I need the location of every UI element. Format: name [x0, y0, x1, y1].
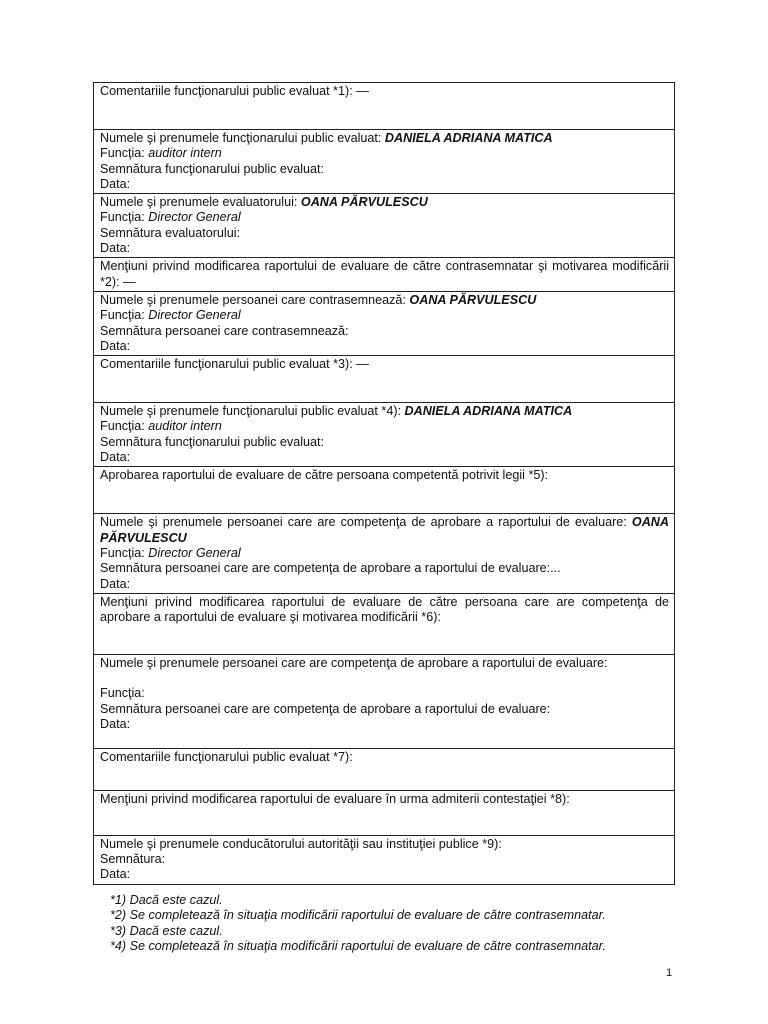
date-label: Data: [100, 576, 131, 591]
contestation-label: Menţiuni privind modificarea raportului de evaluare în urma admiterii contestaţiei *8): [100, 791, 570, 806]
table-row [94, 467, 675, 514]
name-value: DANIELA ADRIANA MATICA [404, 404, 573, 419]
function-label: Funcţia: [100, 419, 149, 434]
approver-modifications-cell [94, 593, 675, 654]
spacer [100, 671, 669, 686]
comments-cell-7 [94, 748, 675, 790]
name-label: Numele şi prenumele persoanei care are competenţa de aprobare a raportului de evaluare: [100, 515, 632, 530]
date-label: Data: [100, 241, 131, 256]
name-label: Numele şi prenumele persoanei care are competenţa de aprobare a raportului de evaluare: [100, 655, 608, 670]
evaluated-official-cell [94, 130, 675, 194]
head-name-label: Numele şi prenumele conducătorului autorităţii sau instituţiei publice *9): [100, 836, 502, 851]
function-value: Director General [148, 545, 241, 560]
comments-label: Comentariile funcţionarului public evaluat *1): — [100, 84, 369, 98]
signature-label: Semnătura evaluatorului: [100, 225, 241, 240]
function-value: Director General [148, 210, 241, 225]
footnote: *4) Se completează în situaţia modificării raportului de evaluare de către contrasemnatar. [110, 938, 606, 953]
date-label: Data: [100, 176, 131, 191]
name-value: OANA PĂRVULESCU [300, 195, 428, 210]
signature-label: Semnătura persoanei care are competenţa de aprobare a raportului de evaluare:... [100, 561, 561, 576]
countersign-modifications-cell [94, 258, 675, 292]
mentions-label: Menţiuni privind modificarea raportului de evaluare de către contrasemnatar şi motivarea modificării *2): — [100, 259, 669, 289]
name-value: OANA PĂRVULESCU [100, 515, 669, 545]
approver-cell [94, 514, 675, 593]
footnote: *1) Dacă este cazul. [110, 893, 223, 907]
table-row [94, 83, 675, 130]
name-label: Numele şi prenumele funcţionarului public evaluat: [100, 131, 385, 145]
table-row [94, 258, 675, 292]
function-label: Funcţia: [100, 210, 149, 225]
name-label: Numele şi prenumele evaluatorului: [100, 195, 301, 210]
table-row [94, 835, 675, 884]
table-row [94, 130, 675, 194]
date-label: Data: [100, 867, 131, 882]
footnote: *3) Dacă este cazul. [110, 923, 223, 938]
table-row [94, 593, 675, 654]
comments-label: Comentariile funcţionarului public evaluat *7): [100, 749, 353, 764]
signature-label: Semnătura persoanei care contrasemnează: [100, 323, 349, 338]
name-value: DANIELA ADRIANA MATICA [384, 131, 553, 145]
page-number: 1 [666, 967, 673, 979]
name-label: Numele şi prenumele funcţionarului public evaluat *4): [100, 404, 405, 419]
date-label: Data: [100, 450, 131, 465]
table-row [94, 356, 675, 403]
table-row [94, 654, 675, 748]
name-label: Numele şi prenumele persoanei care contrasemnează: [100, 292, 410, 307]
countersigner-cell [94, 291, 675, 355]
table-row [94, 194, 675, 258]
table-row [94, 291, 675, 355]
function-label: Funcţia: [100, 545, 149, 560]
name-value: OANA PĂRVULESCU [409, 292, 537, 307]
contestation-cell [94, 790, 675, 835]
date-label: Data: [100, 338, 131, 353]
function-label: Funcţia: [100, 146, 149, 161]
date-label: Data: [100, 717, 131, 732]
comments-cell-3 [94, 356, 675, 403]
function-value: auditor intern [148, 146, 222, 161]
signature-label: Semnătura funcţionarului public evaluat: [100, 161, 325, 176]
signature-label: Semnătura: [100, 852, 166, 867]
footnote: *2) Se completează în situaţia modificării raportului de evaluare de către contrasemnatar. [110, 908, 606, 923]
table-row [94, 790, 675, 835]
function-label: Funcţia: [100, 686, 145, 701]
function-label: Funcţia: [100, 308, 149, 323]
signature-label: Semnătura funcţionarului public evaluat: [100, 434, 325, 449]
footnotes [110, 893, 730, 954]
table-row [94, 748, 675, 790]
evaluated-official-cell-2 [94, 403, 675, 467]
approval-label: Aprobarea raportului de evaluare de către persoana competentă potrivit legii *5): [100, 468, 549, 483]
function-value: Director General [148, 308, 241, 323]
table-row [94, 403, 675, 467]
mentions-label: Menţiuni privind modificarea raportului de evaluare de către persoana care are competenţa de aprobare a raportului de evaluare şi motivarea modificării *6): [100, 594, 669, 625]
evaluation-form-table [93, 82, 675, 885]
evaluator-cell [94, 194, 675, 258]
head-of-authority-cell [94, 835, 675, 884]
function-value: auditor intern [148, 419, 222, 434]
approver-blank-cell [94, 654, 675, 748]
approval-cell [94, 467, 675, 514]
signature-label: Semnătura persoanei care are competenţa de aprobare a raportului de evaluare: [100, 701, 551, 716]
comments-label: Comentariile funcţionarului public evaluat *3): — [100, 357, 369, 372]
comments-cell-1 [94, 83, 675, 130]
table-row [94, 514, 675, 593]
